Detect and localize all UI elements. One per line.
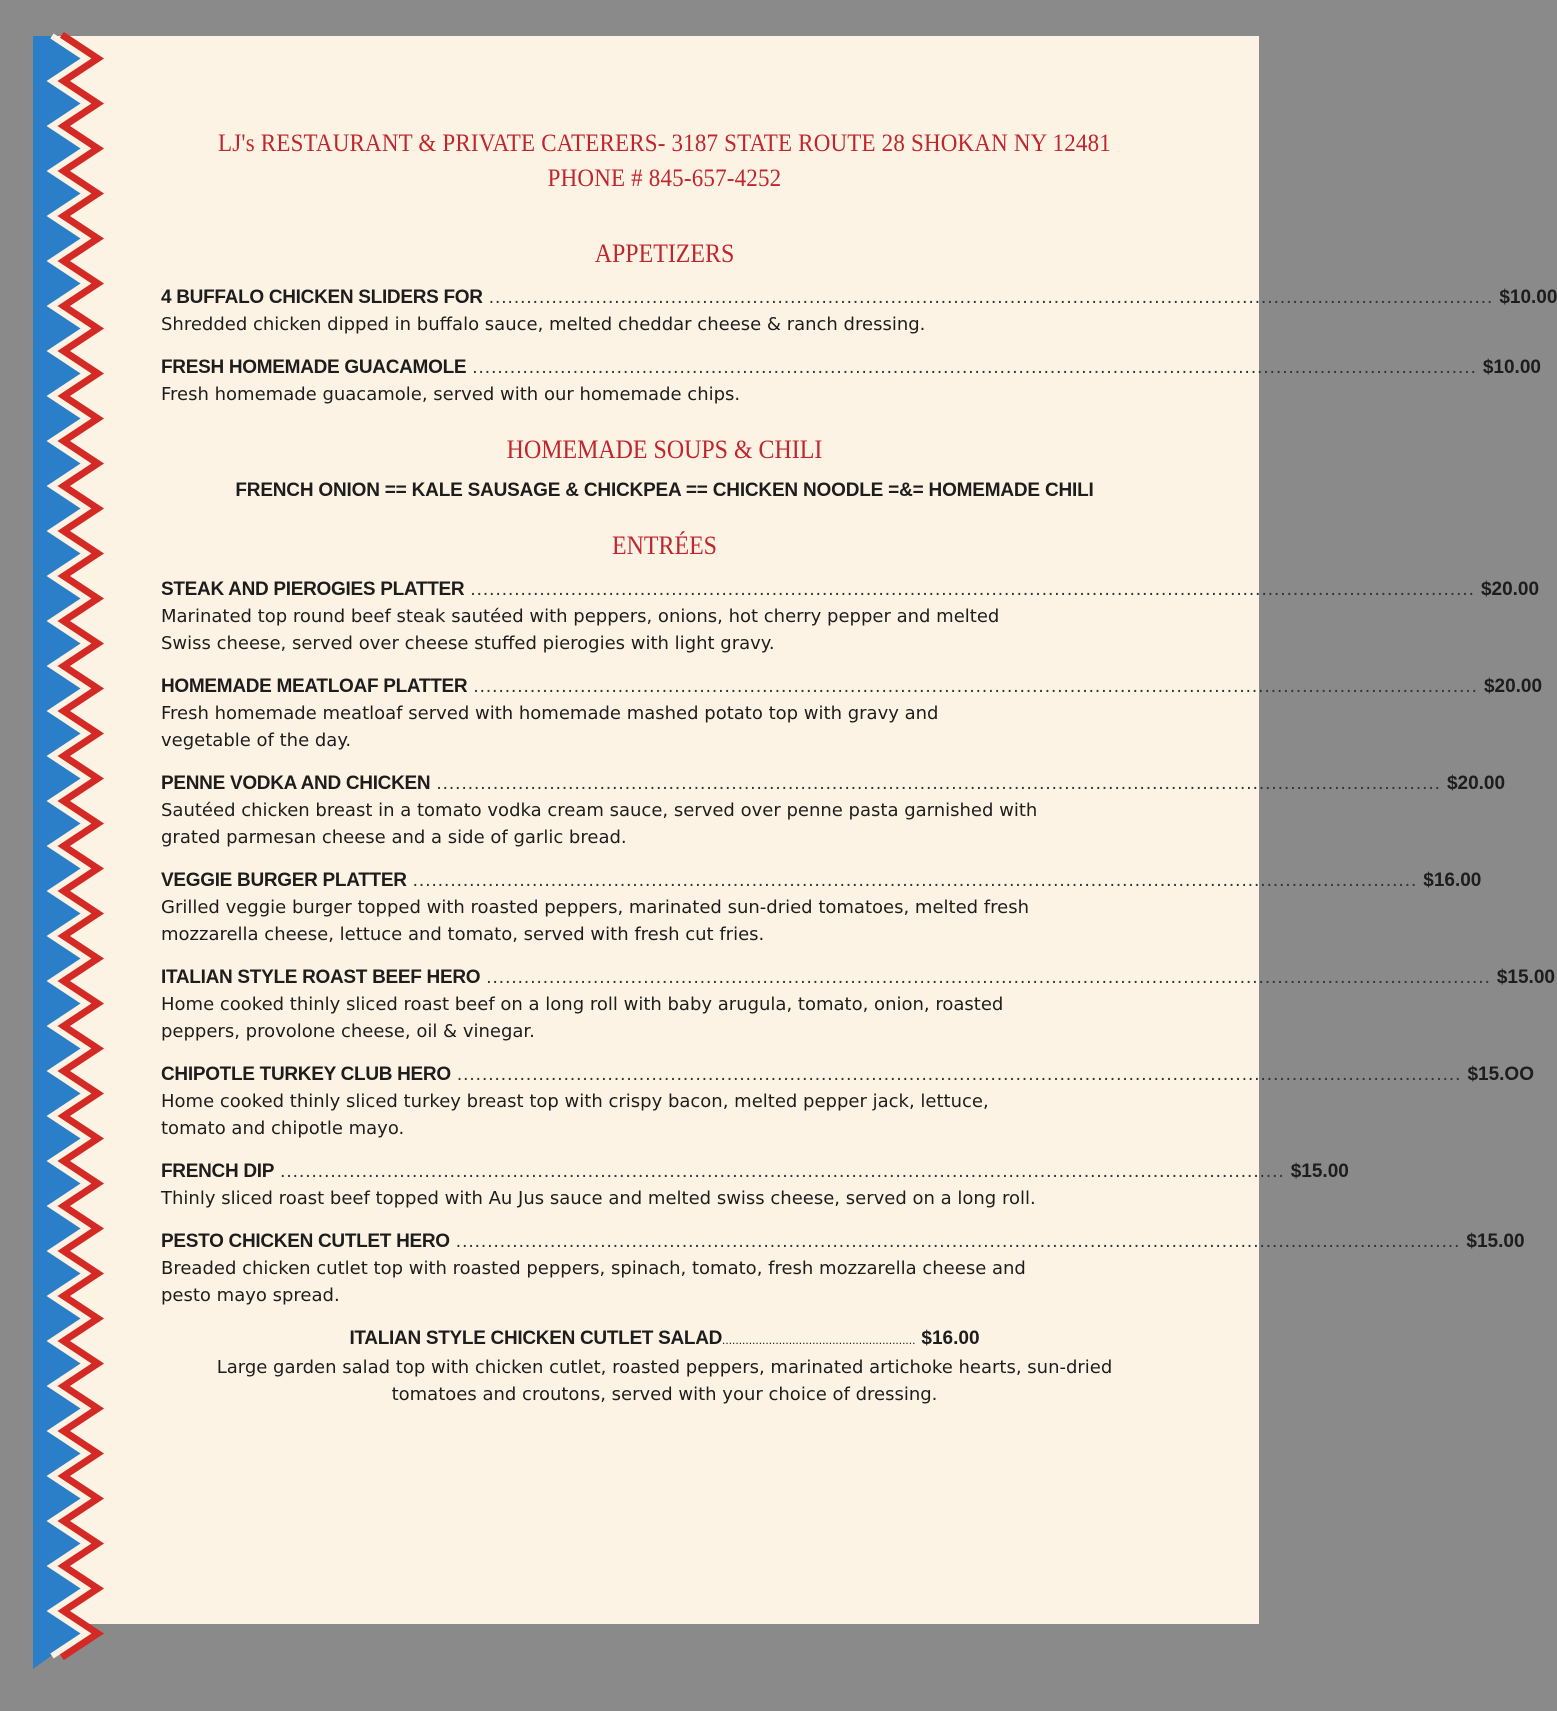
item-description: Fresh homemade guacamole, served with our homemade chips. [161,384,741,405]
item-description-line: Marinated top round beef steak sautéed with peppers, onions, hot cherry pepper and melted [161,606,1000,627]
dot-leader: ................................................................................................................................................................ [456,1064,1462,1085]
menu-item [161,673,1543,754]
item-description-line: tomatoes and croutons, served with your choice of dressing. [391,1384,938,1405]
dot-leader: ................................................................................................................................................................ [472,357,1477,378]
dot-leader: ................................................................................................................................................................ [280,1161,1285,1182]
item-name: 4 BUFFALO CHICKEN SLIDERS FOR [161,287,483,308]
item-description-line: Thinly sliced roast beef topped with Au Jus sauce and melted swiss cheese, served on a long roll. [161,1188,1036,1209]
item-description-line: grated parmesan cheese and a side of garlic bread. [161,827,627,848]
item-name: HOMEMADE MEATLOAF PLATTER [161,676,468,697]
appetizers-title: APPETIZERS [594,239,735,268]
soups-list: FRENCH ONION == KALE SAUSAGE & CHICKPEA == CHICKEN NOODLE =&= HOMEMADE CHILI [235,480,1094,501]
restaurant-name-address: LJ's RESTAURANT & PRIVATE CATERERS- 3187 STATE ROUTE 28 SHOKAN NY 12481 [218,130,1111,157]
item-price: $10.00 [1482,357,1541,378]
menu-item [161,770,1506,851]
item-name: ITALIAN STYLE CHICKEN CUTLET SALAD [349,1328,723,1349]
menu-item [161,576,1540,657]
menu-item [161,964,1555,1045]
item-description: Shredded chicken dipped in buffalo sauce, melted cheddar cheese & ranch dressing. [161,314,926,335]
item-name: PENNE VODKA AND CHICKEN [161,773,431,794]
item-name: PESTO CHICKEN CUTLET HERO [161,1231,450,1252]
item-price: $20.00 [1480,579,1540,600]
menu-item [161,354,1541,408]
item-description-line: vegetable of the day. [161,730,352,751]
menu-item [161,1158,1349,1212]
item-price: $20.00 [1483,676,1543,697]
item-name: FRENCH DIP [161,1161,275,1182]
item-description-line: Fresh homemade meatloaf served with homemade mashed potato top with gravy and [161,703,939,724]
menu-item [161,1061,1534,1142]
item-description-line: Home cooked thinly sliced turkey breast top with crispy bacon, melted pepper jack, lettuce, [161,1091,989,1112]
item-description-line: peppers, provolone cheese, oil & vinegar. [161,1021,535,1042]
dot-leader: .......................................................... [722,1333,916,1347]
item-price: $20.00 [1446,773,1506,794]
item-name: VEGGIE BURGER PLATTER [161,870,407,891]
dot-leader: ................................................................................................................................................................ [455,1231,1461,1252]
dot-leader: ................................................................................................................................................................ [473,676,1478,697]
item-description-line: Breaded chicken cutlet top with roasted peppers, spinach, tomato, fresh mozzarella cheese and [161,1258,1026,1279]
item-name: ITALIAN STYLE ROAST BEEF HERO [161,967,481,988]
dot-leader: ................................................................................................................................................................ [412,870,1418,891]
dot-leader: ................................................................................................................................................................ [436,773,1441,794]
menu-content [161,36,1557,1408]
menu-item [161,284,1557,338]
item-name: FRESH HOMEMADE GUACAMOLE [161,357,467,378]
item-description-line: pesto mayo spread. [161,1285,340,1306]
dot-leader: ................................................................................................................................................................ [486,967,1491,988]
soups-title: HOMEMADE SOUPS & CHILI [506,435,823,464]
entrees-title: ENTRÉES [612,531,717,560]
menu-item [161,1228,1525,1309]
item-description-line: tomato and chipotle mayo. [161,1118,405,1139]
item-price: $15.00 [1466,1231,1525,1252]
item-price: $16.00 [921,1328,980,1349]
menu-page [33,36,1557,1624]
salad-item [161,1325,1168,1408]
restaurant-header [201,126,1127,196]
menu-item [161,867,1482,948]
item-price: $16.00 [1423,870,1482,891]
item-description-line: Large garden salad top with chicken cutlet, roasted peppers, marinated artichoke hearts, sun-dried [216,1357,1113,1378]
item-description-line: mozzarella cheese, lettuce and tomato, served with fresh cut fries. [161,924,765,945]
dot-leader: ................................................................................................................................................................ [470,579,1475,600]
item-description-line: Home cooked thinly sliced roast beef on a long roll with baby arugula, tomato, onion, roasted [161,994,1004,1015]
item-price: $15.00 [1290,1161,1349,1182]
item-description-line: Swiss cheese, served over cheese stuffed pierogies with light gravy. [161,633,775,654]
item-price: $15.OO [1467,1064,1534,1085]
restaurant-phone: PHONE # 845-657-4252 [547,165,782,192]
item-price: $10.00 [1499,287,1557,308]
item-name: CHIPOTLE TURKEY CLUB HERO [161,1064,451,1085]
item-description-line: Sautéed chicken breast in a tomato vodka cream sauce, served over penne pasta garnished with [161,800,1038,821]
item-name: STEAK AND PIEROGIES PLATTER [161,579,465,600]
dot-leader: ................................................................................................................................................................ [488,287,1494,308]
item-description-line: Grilled veggie burger topped with roasted peppers, marinated sun-dried tomatoes, melted fresh [161,897,1030,918]
item-price: $15.00 [1496,967,1555,988]
zigzag-border [33,36,113,1624]
